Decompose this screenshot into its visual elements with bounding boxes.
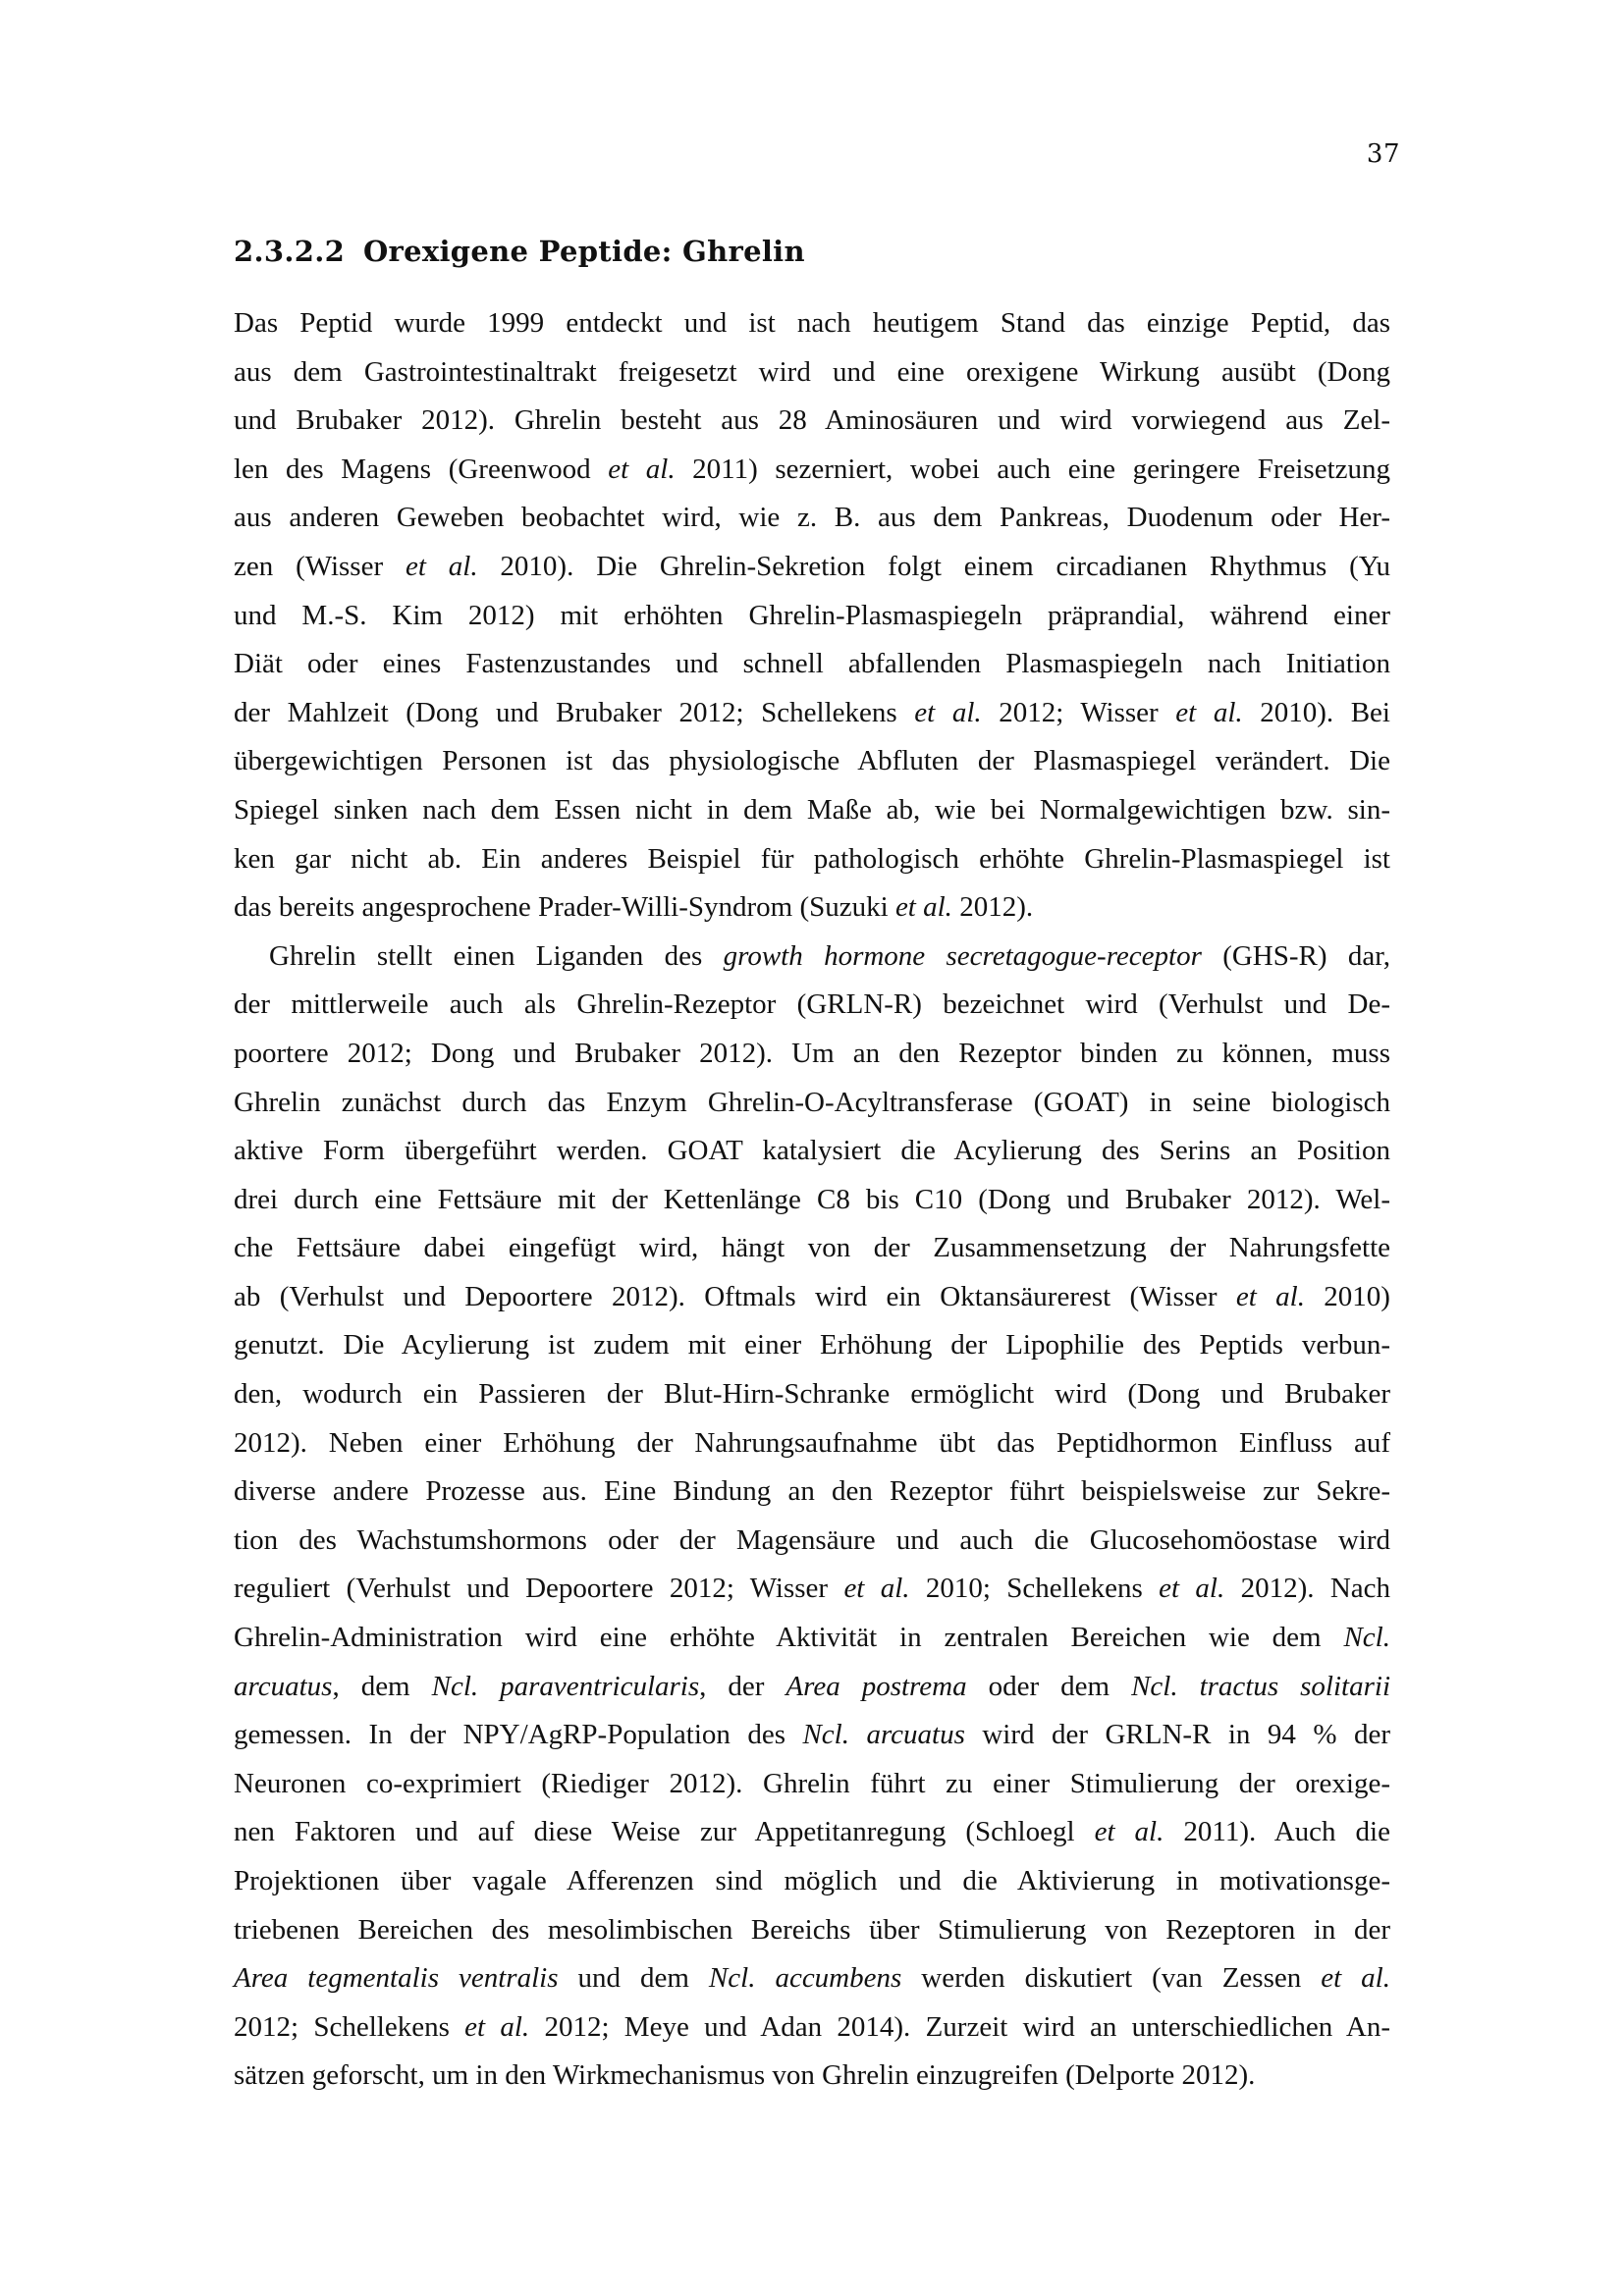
text-segment: Ghrelin zunächst durch das Enzym Ghrelin-O-Acyltransferase (GOAT) in seine biologisch	[234, 1086, 1390, 1118]
text-segment: drei durch eine Fettsäure mit der Kettenlänge C8 bis C10 (Dong und Brubaker 2012). Wel-	[234, 1183, 1390, 1215]
text-line	[234, 299, 1390, 348]
italic-text: Area postrema	[785, 1670, 967, 1702]
text-segment: tion des Wachstumshormons oder der Magensäure und auch die Glucosehomöostase wird	[234, 1523, 1390, 1556]
text-segment: 2010)	[1304, 1280, 1390, 1312]
text-line	[234, 1468, 1390, 1517]
text-segment: poortere 2012; Dong und Brubaker 2012). Um an den Rezeptor binden zu können, muss	[234, 1037, 1390, 1069]
text-segment: übergewichtigen Personen ist das physiologische Abfluten der Plasmaspiegel verändert. Die	[234, 745, 1390, 777]
text-segment: gemessen. In der NPY/AgRP-Population des	[234, 1719, 803, 1751]
text-line	[234, 592, 1390, 641]
text-segment: triebenen Bereichen des mesolimbischen Bereichs über Stimulierung von Rezeptoren in der	[234, 1913, 1390, 1946]
text-segment: der mittlerweile auch als Ghrelin-Rezeptor (GRLN-R) bezeichnet wird (Verhulst und De-	[234, 988, 1390, 1021]
text-line	[234, 689, 1390, 738]
text-segment: len des Magens (Greenwood	[234, 453, 609, 485]
text-segment: aktive Form übergeführt werden. GOAT katalysiert die Acylierung des Serins an Position	[234, 1135, 1390, 1167]
text-segment: aus dem Gastrointestinaltrakt freigesetzt wird und eine orexigene Wirkung ausübt (Dong	[234, 355, 1390, 388]
text-line	[234, 1030, 1390, 1079]
italic-text: et al.	[1235, 1280, 1305, 1312]
italic-text: arcuatus	[234, 1670, 333, 1702]
text-segment: und dem	[558, 1962, 709, 1995]
text-segment: ken gar nicht ab. Ein anderes Beispiel für pathologisch erhöhte Ghrelin-Plasmaspiegel ist	[234, 842, 1390, 875]
text-line	[234, 1079, 1390, 1128]
italic-text: Ncl. tractus solitarii	[1131, 1670, 1390, 1702]
text-line	[234, 1808, 1390, 1857]
text-line	[234, 348, 1390, 398]
text-line	[234, 737, 1390, 786]
text-line	[234, 1760, 1390, 1809]
text-segment: genutzt. Die Acylierung ist zudem mit einer Erhöhung der Lipophilie des Peptids verbun-	[234, 1329, 1390, 1362]
text-segment: und Brubaker 2012). Ghrelin besteht aus 28 Aminosäuren und wird vorwiegend aus Zel-	[234, 404, 1390, 437]
text-line	[234, 1176, 1390, 1225]
text-segment: 2012). Nach	[1224, 1573, 1391, 1605]
text-line	[234, 786, 1390, 835]
text-line	[234, 1273, 1390, 1322]
text-line	[234, 1127, 1390, 1176]
text-line	[234, 446, 1390, 495]
italic-text: Ncl. accumbens	[708, 1962, 902, 1995]
italic-text: et al.	[843, 1573, 910, 1605]
section-number: 2.3.2.2	[234, 235, 346, 268]
text-line	[234, 1663, 1390, 1712]
text-segment: 2012). Neben einer Erhöhung der Nahrungsaufnahme übt das Peptidhormon Einfluss auf	[234, 1426, 1390, 1459]
italic-text: Ncl. arcuatus	[802, 1719, 965, 1751]
text-segment: wird der GRLN-R in 94 % der	[964, 1719, 1391, 1751]
text-line	[234, 494, 1390, 543]
text-segment: 2010; Schellekens	[909, 1573, 1160, 1605]
italic-text: Ncl. paraventricularis	[431, 1670, 700, 1702]
text-line	[234, 1906, 1390, 1955]
text-segment: das bereits angesprochene Prader-Willi-Syndrom (Suzuki	[234, 891, 895, 924]
text-segment: , dem	[332, 1670, 432, 1702]
text-line	[234, 1370, 1390, 1419]
section-heading	[234, 228, 1390, 276]
text-line	[234, 2003, 1390, 2053]
text-line	[234, 1224, 1390, 1273]
paragraph	[234, 299, 1390, 933]
text-segment: Spiegel sinken nach dem Essen nicht in dem Maße ab, wie bei Normalgewichtigen bzw. sin-	[234, 793, 1390, 826]
text-segment: zen (Wisser	[234, 550, 406, 582]
text-segment: 2012).	[951, 891, 1034, 924]
text-line	[234, 835, 1390, 884]
text-segment: (GHS-R) dar,	[1201, 939, 1390, 972]
italic-text: Ncl.	[1343, 1622, 1390, 1654]
section-title: Orexigene Peptide: Ghrelin	[363, 235, 805, 268]
text-segment: Ghrelin stellt einen Liganden des	[269, 939, 724, 972]
text-segment: aus anderen Geweben beobachtet wird, wie z. B. aus dem Pankreas, Duodenum oder Her-	[234, 502, 1390, 534]
text-segment: 2011). Auch die	[1164, 1816, 1390, 1848]
text-line	[234, 1954, 1390, 2003]
text-line	[234, 1419, 1390, 1468]
italic-text: et al.	[1159, 1573, 1225, 1605]
text-segment: 2012; Meye und Adan 2014). Zurzeit wird an unterschiedlichen An-	[529, 2010, 1390, 2043]
text-segment: nen Faktoren und auf diese Weise zur Appetitanregung (Schloegl	[234, 1816, 1095, 1848]
text-segment: reguliert (Verhulst und Depoortere 2012; Wisser	[234, 1573, 844, 1605]
text-line	[234, 1565, 1390, 1614]
italic-text: et al.	[1094, 1816, 1164, 1848]
text-segment: 2010). Bei	[1242, 696, 1390, 728]
italic-text: Area tegmentalis ventralis	[234, 1962, 559, 1995]
text-segment: den, wodurch ein Passieren der Blut-Hirn-Schranke ermöglicht wird (Dong und Brubaker	[234, 1378, 1390, 1411]
text-segment: 2012; Wisser	[981, 696, 1176, 728]
text-line	[234, 981, 1390, 1030]
italic-text: et al.	[914, 696, 982, 728]
paragraphs	[234, 299, 1390, 2101]
text-segment: 2012; Schellekens	[234, 2010, 465, 2043]
text-line	[234, 543, 1390, 592]
text-line	[234, 2052, 1390, 2101]
text-segment: Das Peptid wurde 1999 entdeckt und ist nach heutigem Stand das einzige Peptid, das	[234, 307, 1390, 339]
page-number: 37	[1366, 139, 1400, 169]
italic-text: et al.	[464, 2010, 530, 2043]
document-body	[234, 228, 1390, 2101]
text-segment: , der	[699, 1670, 786, 1702]
text-line	[234, 640, 1390, 689]
text-line	[234, 1517, 1390, 1566]
text-segment: der Mahlzeit (Dong und Brubaker 2012; Schellekens	[234, 696, 915, 728]
text-segment: 2010). Die Ghrelin-Sekretion folgt einem circadianen Rhythmus (Yu	[477, 550, 1390, 582]
text-segment: sätzen geforscht, um in den Wirkmechanismus von Ghrelin einzugreifen (Delporte 2012).	[234, 2059, 1256, 2092]
text-segment: oder dem	[966, 1670, 1132, 1702]
text-line	[234, 883, 1390, 933]
text-line	[234, 933, 1390, 982]
italic-text: growth hormone secretagogue-receptor	[723, 939, 1202, 972]
text-segment: und M.-S. Kim 2012) mit erhöhten Ghrelin-Plasmaspiegeln präprandial, während einer	[234, 599, 1390, 631]
italic-text: et al.	[1175, 696, 1243, 728]
text-segment: Diät oder eines Fastenzustandes und schnell abfallenden Plasmaspiegeln nach Initiation	[234, 648, 1390, 680]
paragraph	[234, 933, 1390, 2101]
italic-text: et al.	[894, 891, 952, 924]
text-segment: Ghrelin-Administration wird eine erhöhte Aktivität in zentralen Bereichen wie dem	[234, 1622, 1344, 1654]
text-line	[234, 1321, 1390, 1370]
text-segment: che Fettsäure dabei eingefügt wird, hängt von der Zusammensetzung der Nahrungsfette	[234, 1232, 1390, 1264]
text-line	[234, 1857, 1390, 1906]
text-segment: Neuronen co-exprimiert (Riediger 2012). Ghrelin führt zu einer Stimulierung der orexige-	[234, 1767, 1390, 1799]
text-line	[234, 1614, 1390, 1663]
italic-text: et al.	[1321, 1962, 1390, 1995]
italic-text: et al.	[608, 453, 676, 485]
text-segment: Projektionen über vagale Afferenzen sind möglich und die Aktivierung in motivationsge-	[234, 1865, 1390, 1896]
text-line	[234, 1711, 1390, 1760]
text-line	[234, 397, 1390, 446]
text-segment: werden diskutiert (van Zessen	[901, 1962, 1322, 1995]
text-segment: diverse andere Prozesse aus. Eine Bindung an den Rezeptor führt beispielsweise zur Sekre-	[234, 1475, 1390, 1508]
text-segment: ab (Verhulst und Depoortere 2012). Oftmals wird ein Oktansäurerest (Wisser	[234, 1280, 1236, 1312]
italic-text: et al.	[405, 550, 478, 582]
text-segment: 2011) sezerniert, wobei auch eine geringere Freisetzung	[675, 453, 1390, 485]
